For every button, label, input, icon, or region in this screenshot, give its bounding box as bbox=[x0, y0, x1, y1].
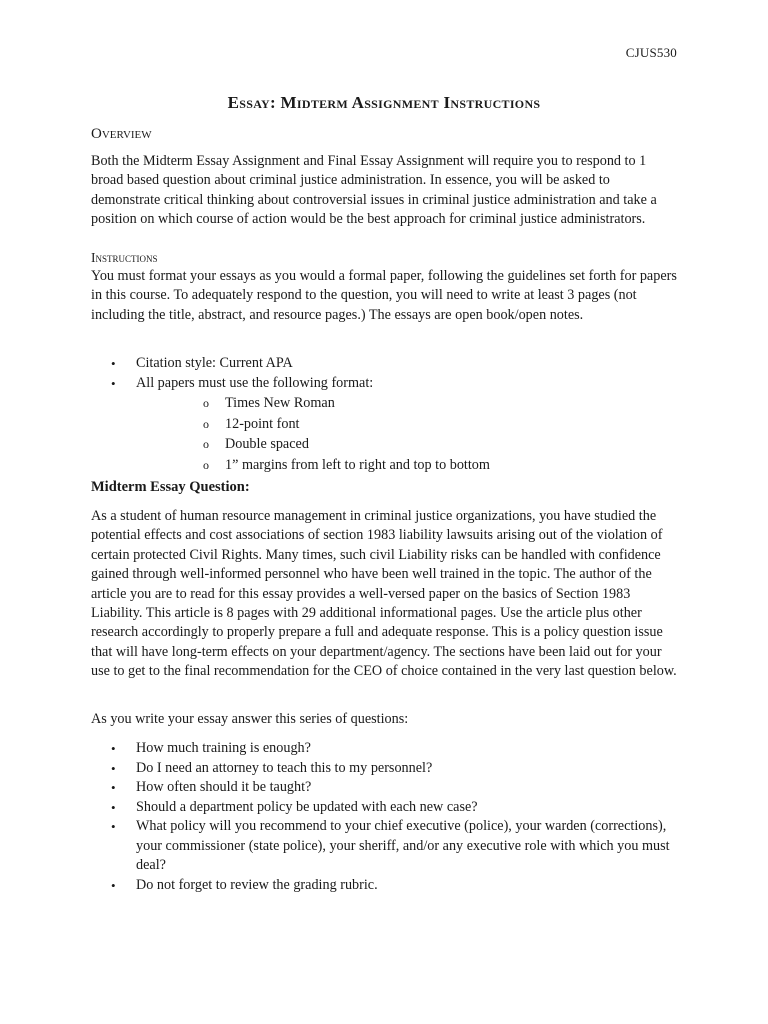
bullet-icon: • bbox=[111, 375, 116, 391]
list-item-text: What policy will you recommend to your chief executive (police), your warden (corrections), your commissioner (state police), your sheriff, and/or any executive role with which you must deal? bbox=[136, 818, 670, 873]
bullet-icon: • bbox=[111, 780, 116, 795]
instructions-paragraph: You must format your essays as you would a formal paper, following the guidelines set forth for papers in this course. To adequately respond to the question, you will need to write at least 3 pages (not including the title, abstract, and resource pages.) The essays are open book/open notes. bbox=[91, 268, 677, 323]
list-item bbox=[91, 354, 681, 374]
list-item bbox=[91, 739, 681, 759]
midterm-question-heading: Midterm Essay Question: bbox=[91, 479, 250, 495]
list-item bbox=[91, 798, 681, 818]
hollow-bullet-icon: o bbox=[203, 437, 209, 451]
midterm-question-paragraph: As a student of human resource management in criminal justice organizations, you have studied the potential effects and cost associations of section 1983 liability lawsuits arising out of the violation of certain protected Civil Rights. Many times, such civil Liability risks can be handled with confidence gained through well-informed personnel who have been well trained in the topic. The author of the article you are to read for this essay provides a well-versed paper on the basics of Section 1983 Liability. This article is 8 pages with 29 additional informational pages. Use the article plus other research accordingly to properly prepare a full and adequate response. This is a policy question issue that will have long-term effects on your department/agency. The sections have been laid out for your use to get to the final recommendation for the CEO of choice contained in the very last question below. bbox=[91, 508, 677, 680]
list-item-text: Do not forget to review the grading rubric. bbox=[136, 876, 378, 893]
page-title: Essay: Midterm Assignment Instructions bbox=[227, 93, 541, 112]
sub-list-item-text: Double spaced bbox=[225, 436, 309, 452]
sub-list-item bbox=[180, 414, 681, 435]
list-item bbox=[91, 374, 681, 476]
questions-bullet-list bbox=[91, 739, 681, 895]
overview-paragraph: Both the Midterm Essay Assignment and Final Essay Assignment will require you to respond to 1 broad based question about criminal justice administration. In essence, you will be asked to demonstrate critical thinking about controversial issues in criminal justice administration and take a position on which course of action would be the best approach for criminal justice administrators. bbox=[91, 153, 657, 227]
instructions-heading: Instructions bbox=[91, 250, 158, 265]
series-intro-text: As you write your essay answer this series of questions: bbox=[91, 711, 409, 727]
bullet-icon: • bbox=[111, 819, 116, 834]
sub-list-item-text: Times New Roman bbox=[225, 395, 335, 411]
format-bullet-list bbox=[91, 354, 681, 475]
sub-list-item-text: 12-point font bbox=[225, 415, 300, 432]
hollow-bullet-icon: o bbox=[203, 457, 209, 472]
sub-list-item bbox=[180, 455, 681, 476]
list-item-text: How much training is enough? bbox=[136, 740, 311, 756]
list-item-text: Citation style: Current APA bbox=[136, 355, 293, 371]
list-item bbox=[91, 759, 681, 779]
list-item bbox=[91, 778, 681, 798]
sub-list-item bbox=[180, 393, 681, 414]
bullet-icon: • bbox=[111, 741, 116, 756]
list-item-text: How often should it be taught? bbox=[136, 779, 312, 795]
hollow-bullet-icon: o bbox=[203, 416, 209, 431]
sub-list-item bbox=[180, 434, 681, 455]
list-item-text: Should a department policy be updated with each new case? bbox=[136, 798, 478, 815]
overview-heading: Overview bbox=[91, 126, 152, 142]
hollow-bullet-icon: o bbox=[203, 396, 209, 410]
list-item bbox=[91, 817, 681, 876]
course-code: CJUS530 bbox=[625, 45, 677, 60]
sub-list-item-text: 1” margins from left to right and top to bottom bbox=[225, 456, 490, 473]
bullet-icon: • bbox=[111, 760, 116, 776]
bullet-icon: • bbox=[111, 356, 116, 371]
bullet-icon: • bbox=[111, 877, 116, 893]
list-item-text: Do I need an attorney to teach this to my personnel? bbox=[136, 759, 433, 776]
format-sub-list bbox=[136, 393, 681, 475]
bullet-icon: • bbox=[111, 799, 116, 815]
list-item-text: All papers must use the following format: bbox=[136, 374, 374, 391]
list-item bbox=[91, 876, 681, 896]
